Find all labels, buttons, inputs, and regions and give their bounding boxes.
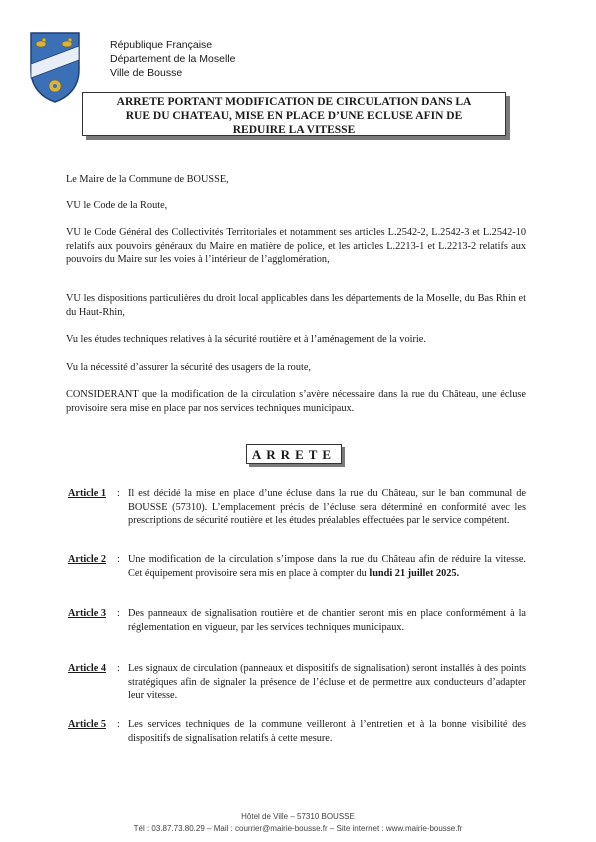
decision-heading: ARRETE bbox=[246, 444, 342, 464]
footer bbox=[0, 811, 596, 835]
preamble-code-route: VU le Code de la Route, bbox=[66, 200, 168, 211]
coat-of-arms-logo bbox=[27, 30, 83, 104]
article-3: Article 3 : Des panneaux de signalisation routière et de chantier seront mis en place conformément à la réglementation en vigueur, par les services techniques municipaux. bbox=[68, 608, 526, 633]
article-text: Les services techniques de la commune veilleront à l’entretien et à la bonne visibilité des dispositifs de signalisation relatifs à cette mesure. bbox=[128, 719, 526, 744]
preamble-safety: Vu la nécessité d’assurer la sécurité des usagers de la route, bbox=[66, 362, 311, 373]
town-line: Ville de Bousse bbox=[110, 67, 183, 79]
preamble-cgct: VU le Code Général des Collectivités Territoriales et notamment ses articles L.2542-2, L.2542-3 et L.2542-10 relatifs aux pouvoirs généraux du Maire en matière de police, et les articles L.2213-1 et L.2213-2 relatifs aux pouvoirs du Maire sur les voies à l’intérieur de l’agglomération, bbox=[66, 227, 526, 265]
article-5: Article 5 : Les services techniques de la commune veilleront à l’entretien et à la bonne visibilité des dispositifs de signalisation relatifs à cette mesure. bbox=[68, 719, 526, 744]
preamble-considering: CONSIDERANT que la modification de la circulation s’avère nécessaire dans la rue du Château, une écluse provisoire sera mise en place par nos services techniques municipaux. bbox=[66, 389, 526, 414]
preamble-studies: Vu les études techniques relatives à la sécurité routière et à l’aménagement de la voirie. bbox=[66, 334, 426, 345]
article-2: Article 2 : Une modification de la circulation s’impose dans la rue du Château afin de réduire la vitesse. Cet équipement provisoire sera mis en place à compter du lundi 21 juillet 2025. bbox=[68, 554, 526, 579]
article-text: Il est décidé la mise en place d’une écluse dans la rue du Château, sur le ban communal de BOUSSE (57310). L’emplacement précis de l’écluse sera déterminé en conformité avec les prescriptions de sécurité routière et les études préalables effectuées par le service compétent. bbox=[128, 488, 526, 526]
decree-title bbox=[82, 92, 506, 136]
title-line-1: ARRETE PORTANT MODIFICATION DE CIRCULATION DANS LA bbox=[116, 96, 472, 108]
article-label: Article 4 bbox=[68, 663, 107, 674]
start-date: lundi 21 juillet 2025. bbox=[369, 567, 460, 579]
preamble-local-law: VU les dispositions particulières du droit local applicables dans les départements de la Moselle, du Bas Rhin et du Haut-Rhin, bbox=[66, 293, 526, 318]
article-1: Article 1 : Il est décidé la mise en place d’une écluse dans la rue du Château, sur le ban communal de BOUSSE (57310). L’emplacement précis de l’écluse sera déterminé en conformité avec les prescriptions de sécurité routière et les études préalables effectuées par le service compétent. bbox=[68, 488, 526, 526]
title-line-2: RUE DU CHATEAU, MISE EN PLACE D’UNE ECLUSE AFIN DE bbox=[125, 110, 463, 122]
issuer-block bbox=[110, 38, 235, 80]
title-line-3: REDUIRE LA VITESSE bbox=[232, 124, 356, 136]
article-text: Des panneaux de signalisation routière et de chantier seront mis en place conformément à la réglementation en vigueur, par les services techniques municipaux. bbox=[128, 608, 526, 633]
footer-address: Hôtel de Ville – 57310 BOUSSE bbox=[241, 812, 355, 821]
article-label: Article 5 bbox=[68, 719, 107, 730]
article-text: Les signaux de circulation (panneaux et dispositifs de signalisation) seront installés à des points stratégiques afin de signaler la présence de l’écluse et de permettre aux conducteurs d’adapter leur vitesse. bbox=[128, 663, 526, 701]
article-label: Article 3 bbox=[68, 608, 107, 619]
article-4: Article 4 : Les signaux de circulation (panneaux et dispositifs de signalisation) seront installés à des points stratégiques afin de signaler la présence de l’écluse et de permettre aux conducteurs d’adapter leur vitesse. bbox=[68, 663, 526, 701]
article-text bbox=[128, 553, 526, 580]
article-label: Article 1 bbox=[68, 488, 107, 499]
republic-line: République Française bbox=[110, 39, 213, 51]
article-text-main: Une modification de la circulation s’impose dans la rue du Château afin de réduire la vitesse. Cet équipement provisoire sera mis en place à compter du bbox=[128, 554, 526, 579]
footer-contact: Tél : 03.87.73.80.29 – Mail : courrier@mairie-bousse.fr – Site internet : www.mairie-bousse.fr bbox=[133, 824, 463, 833]
article-label: Article 2 bbox=[68, 554, 107, 565]
preamble-mayor: Le Maire de la Commune de BOUSSE, bbox=[66, 174, 229, 185]
department-line: Département de la Moselle bbox=[110, 53, 236, 65]
